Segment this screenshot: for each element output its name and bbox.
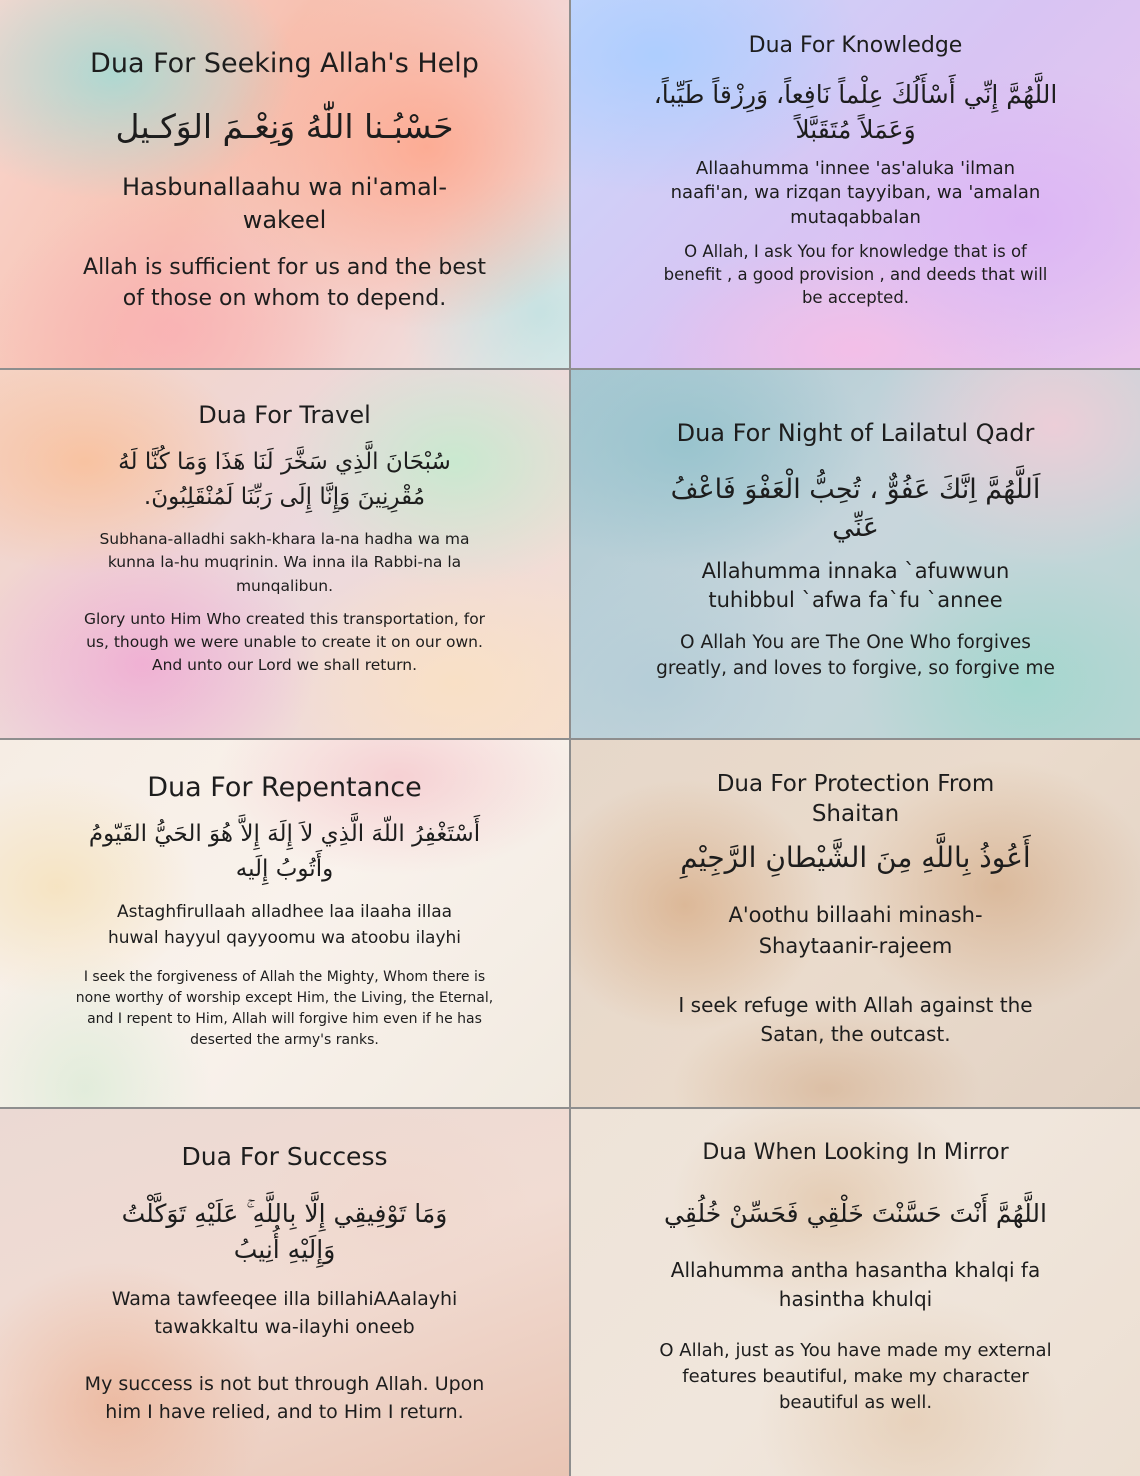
- card-transliteration: Allahumma antha hasantha khalqi fa hasintha khulqi: [670, 1257, 1041, 1311]
- card-title: Dua For Success: [181, 1142, 388, 1171]
- card-title: Dua For Travel: [198, 401, 371, 429]
- card-arabic: وَمَا تَوْفِيقِي إِلَّا بِاللَّهِ ۚ عَلَيْهِ تَوَكَّلْتُ وَإِلَيْهِ أُنِيبُ: [121, 1198, 448, 1264]
- card-arabic: حَسْبُـنا اللّٰهُ وَنِعْـمَ الوَكـيل: [115, 107, 454, 147]
- card-arabic: أَسْتَغْفِرُ اللّهَ الَّذِي لاَ إِلَهَ إِلاَّ هُوَ الحَيُّ القَيّومُ وأَتُوبُ إِلَيه: [88, 821, 481, 882]
- card-transliteration: Astaghfirullaah alladhee laa ilaaha illaa huwal hayyul qayyoomu wa atoobu ilayhi: [107, 902, 462, 948]
- dua-card-seeking-help: [0, 0, 569, 368]
- dua-card-protection-shaitan: [569, 738, 1140, 1107]
- card-transliteration: Allahumma innaka `afuwwun tuhibbul `afwa fa`fu `annee: [701, 558, 1010, 613]
- dua-card-mirror: [569, 1107, 1140, 1476]
- card-meaning: O Allah You are The One Who forgives greatly, and loves to forgive, so forgive me: [656, 631, 1055, 680]
- dua-card-lailatul-qadr: [569, 368, 1140, 738]
- card-meaning: O Allah, just as You have made my external features beautiful, make my character beautiful as well.: [659, 1339, 1052, 1414]
- dua-card-knowledge: [569, 0, 1140, 368]
- card-transliteration: Subhana-alladhi sakh-khara la-na hadha wa ma kunna la-hu muqrinin. Wa inna ila Rabbi-na la munqalibun.: [99, 530, 470, 595]
- dua-card-repentance: [0, 738, 569, 1107]
- card-title: Dua For Knowledge: [748, 33, 963, 58]
- card-transliteration: A'oothu billaahi minash-Shaytaanir-rajeem: [728, 903, 983, 958]
- card-title: Dua For Seeking Allah's Help: [90, 48, 479, 79]
- card-arabic: اَللَّهُمَّ اِنَّكَ عَفُوٌّ ، تُحِبُّ الْعَفْوَ فَاعْفُ عَنِّي: [670, 474, 1041, 543]
- card-transliteration: Hasbunallaahu wa ni'amal-wakeel: [122, 172, 447, 235]
- card-arabic: اللَّهُمَّ إِنِّي أَسْأَلُكَ عِلْماً نَافِعاً، وَرِزْقاً طَيِّباً، وَعَمَلاً مُتَقَبَّلاً: [653, 79, 1058, 144]
- card-meaning: Glory unto Him Who created this transportation, for us, though we were unable to create it on our own. And unto our Lord we shall return.: [83, 609, 486, 675]
- card-title: Dua For Protection From Shaitan: [716, 771, 995, 827]
- card-meaning: I seek the forgiveness of Allah the Mighty, Whom there is none worthy of worship except Him, the Living, the Eternal, and I repent to Him, Allah will forgive him even if he has deserted the army's ranks.: [75, 969, 494, 1049]
- card-transliteration: Allaahumma 'innee 'as'aluka 'ilman naafi'an, wa rizqan tayyiban, wa 'amalan mutaqabbalan: [670, 157, 1041, 229]
- card-meaning: My success is not but through Allah. Upon him I have relied, and to Him I return.: [84, 1373, 485, 1423]
- dua-card-success: [0, 1107, 569, 1476]
- card-arabic: اللَّهُمَّ أَنْتَ حَسَّنْتَ خَلْقِي فَحَسِّنْ خُلُقِي: [664, 1198, 1047, 1228]
- card-meaning: Allah is sufficient for us and the best of those on whom to depend.: [83, 255, 486, 311]
- dua-card-travel: [0, 368, 569, 738]
- card-title: Dua For Repentance: [147, 772, 422, 803]
- card-title: Dua When Looking In Mirror: [702, 1140, 1009, 1165]
- card-transliteration: Wama tawfeeqee illa billahiAAalayhi tawakkaltu wa-ilayhi oneeb: [111, 1288, 458, 1338]
- card-meaning: I seek refuge with Allah against the Satan, the outcast.: [678, 993, 1033, 1047]
- card-title: Dua For Night of Lailatul Qadr: [676, 419, 1035, 447]
- card-arabic: سُبْحَانَ الَّذِي سَخَّرَ لَنَا هَذَا وَمَا كُنَّا لَهُ مُقْرِنِينَ وَإِنَّا إِلَى رَبِّنَا لَمُنْقَلِبُونَ.: [118, 449, 451, 510]
- card-meaning: O Allah, I ask You for knowledge that is of benefit , a good provision , and deeds that will be accepted.: [663, 242, 1048, 307]
- card-arabic: أَعُوذُ بِاللَّهِ مِنَ الشَّيْطانِ الرَّجِيْمِ: [680, 840, 1031, 874]
